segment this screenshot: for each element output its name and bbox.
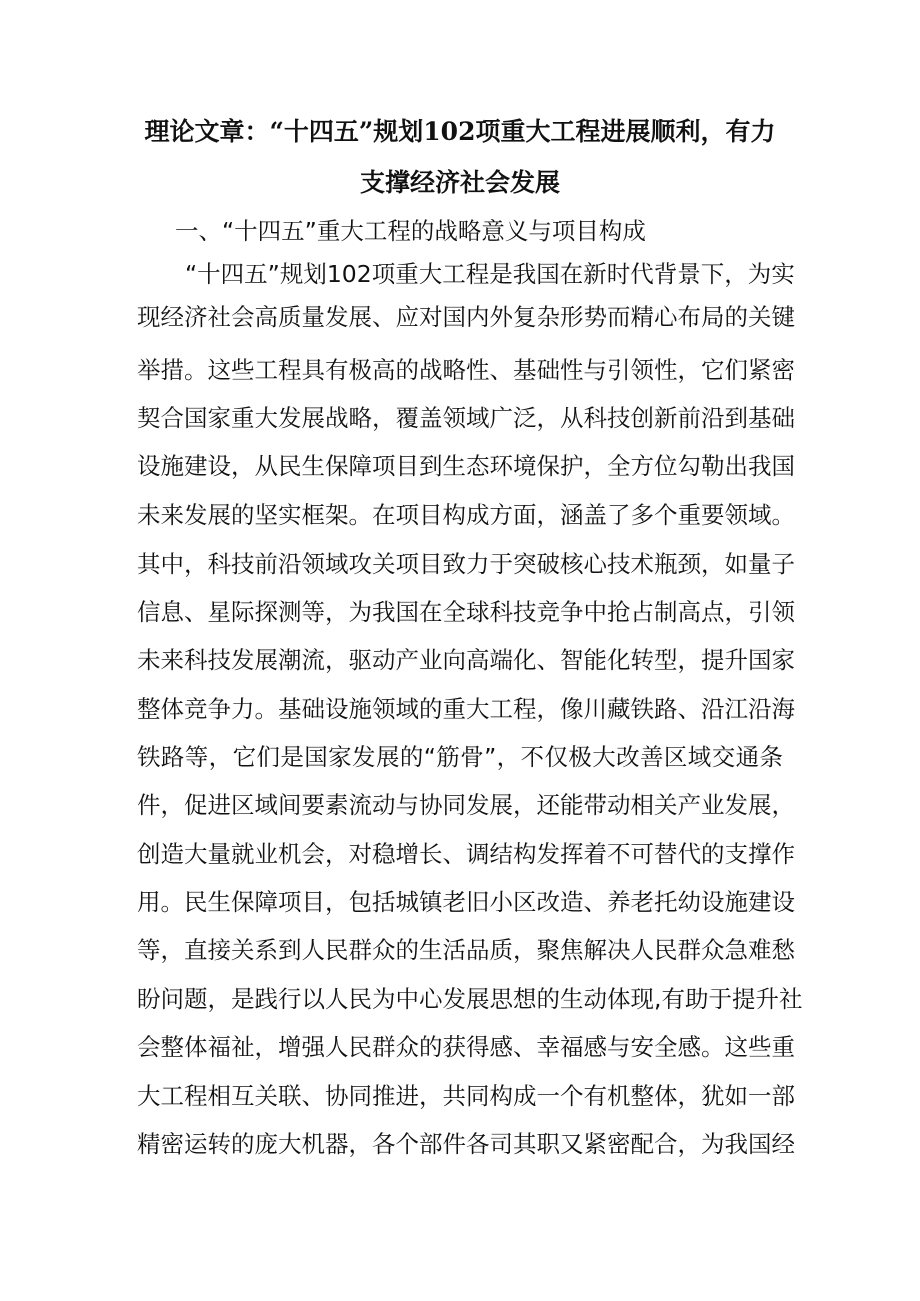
paragraph-line: 大工程相互关联、协同推进，共同构成一个有机整体，犹如一部 <box>137 1082 795 1110</box>
paragraph-line: 信息、星际探测等，为我国在全球科技竞争中抢占制高点，引领 <box>137 598 795 626</box>
paragraph-line: 现经济社会高质量发展、应对国内外复杂形势而精心布局的关键 <box>137 303 795 331</box>
document-title-line-2: 支撑经济社会发展 <box>359 168 560 197</box>
paragraph-line: 其中，科技前沿领域攻关项目致力于突破核心技术瓶颈，如量子 <box>137 550 795 578</box>
document-title-line-1: 理论文章：“十四五”规划102项重大工程进展顺利，有力 <box>144 117 776 146</box>
paragraph-line: 整体竞争力。基础设施领域的重大工程，像川藏铁路、沿江沿海 <box>137 695 795 723</box>
paragraph-line: 件，促进区域间要素流动与协同发展，还能带动相关产业发展， <box>137 791 795 819</box>
paragraph-line: 等，直接关系到人民群众的生活品质，聚焦解决人民群众急难愁 <box>137 936 795 964</box>
paragraph-line: 设施建设，从民生保障项目到生态环境保护，全方位勾勒出我国 <box>137 452 795 480</box>
paragraph-line: 未来科技发展潮流，驱动产业向高端化、智能化转型，提升国家 <box>137 646 795 674</box>
paragraph-line: 用。民生保障项目，包括城镇老旧小区改造、养老托幼设施建设 <box>137 888 795 916</box>
paragraph-line: 精密运转的庞大机器，各个部件各司其职又紧密配合，为我国经 <box>137 1130 795 1158</box>
section-heading: 一、“十四五”重大工程的战略意义与项目构成 <box>175 217 646 245</box>
paragraph-line: “十四五”规划102项重大工程是我国在新时代背景下，为实 <box>185 260 795 288</box>
paragraph-line: 盼问题，是践行以人民为中心发展思想的生动体现,有助于提升社 <box>137 985 803 1013</box>
paragraph-line: 创造大量就业机会，对稳增长、调结构发挥着不可替代的支撑作 <box>137 840 795 868</box>
paragraph-line: 契合国家重大发展战略，覆盖领域广泛，从科技创新前沿到基础 <box>137 404 795 432</box>
paragraph-line: 铁路等，它们是国家发展的“筋骨”，不仅极大改善区域交通条 <box>137 743 783 771</box>
paragraph-line: 未来发展的坚实框架。在项目构成方面，涵盖了多个重要领域。 <box>137 501 795 529</box>
paragraph-line: 会整体福祉，增强人民群众的获得感、幸福感与安全感。这些重 <box>137 1033 795 1061</box>
paragraph-line: 举措。这些工程具有极高的战略性、基础性与引领性，它们紧密 <box>137 356 795 384</box>
